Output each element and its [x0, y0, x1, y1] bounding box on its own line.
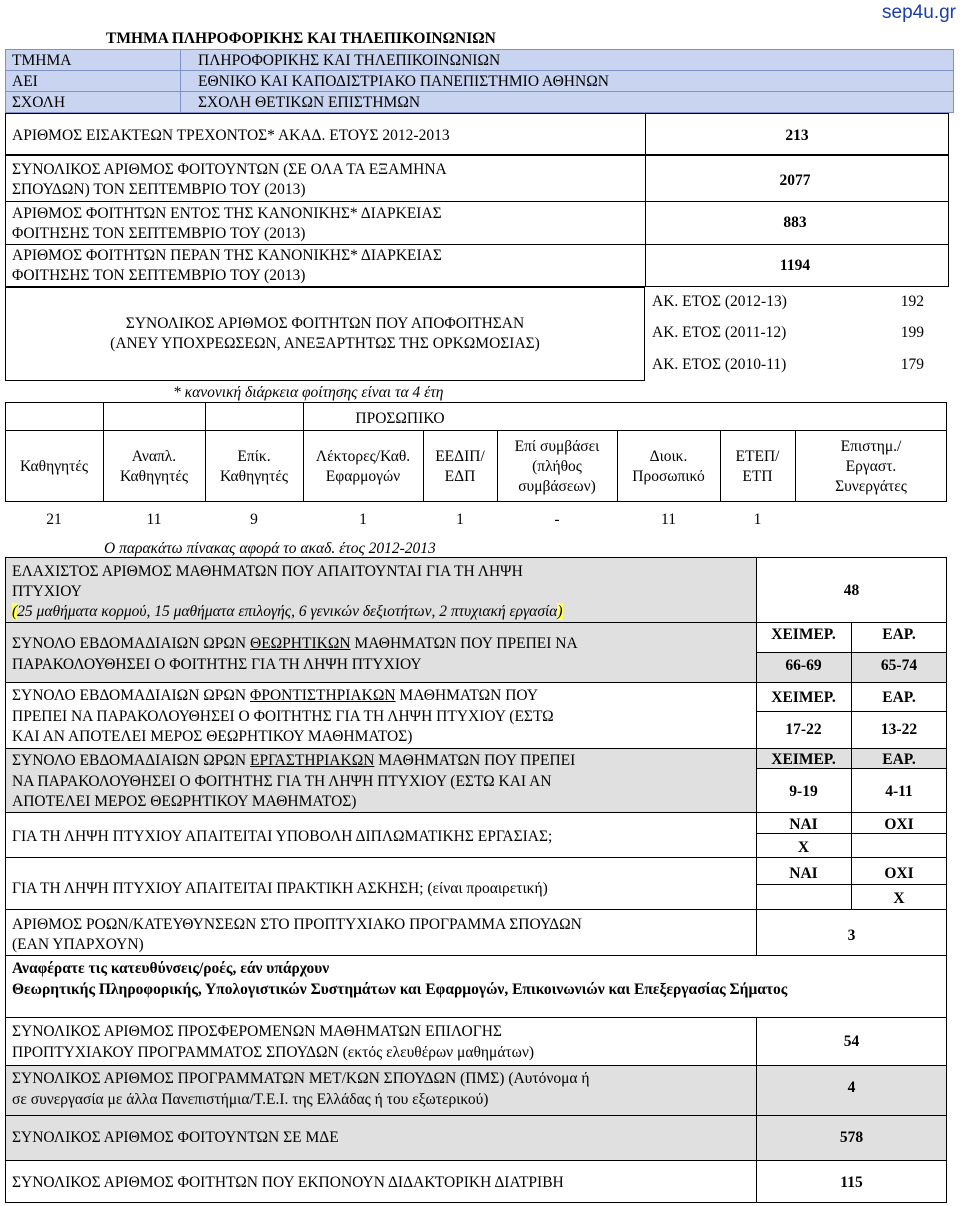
practice-label: ΓΙΑ ΤΗ ΛΗΨΗ ΠΤΥΧΙΟΥ ΑΠΑΙΤΕΙΤΑΙ ΠΡΑΚΤΙΚΗ ΑΣΚΗΣΗ; (είναι προαιρετική)	[12, 880, 548, 897]
tutorial-winter-header: ΧΕΙΜΕΡ.	[771, 689, 836, 706]
pms-label-1: ΣΥΝΟΛΙΚΟΣ ΑΡΙΘΜΟΣ ΠΡΟΓΡΑΜΜΑΤΩΝ ΜΕΤ/ΚΩΝ ΣΠΟΥΔΩΝ (ΠΜΣ) (Αυτόνομα ή	[12, 1070, 590, 1087]
theory-hours-label-1: ΣΥΝΟΛΟ ΕΒΔΟΜΑΔΙΑΙΩΝ ΩΡΩΝ ΘΕΩΡΗΤΙΚΩΝ ΜΑΘΗΜΑΤΩΝ ΠΟΥ ΠΡΕΠΕΙ ΝΑ	[12, 635, 578, 652]
staff-header-collab-1: Επιστημ./	[840, 438, 902, 455]
within-duration-value: 883	[783, 214, 807, 231]
pms-label-2: σε συνεργασία με άλλα Πανεπιστήμια/Τ.Ε.Ι. της Ελλάδας ή του εξωτερικού)	[12, 1091, 489, 1108]
lab-spring-header: ΕΑΡ.	[882, 751, 916, 768]
staff-value-assist: 9	[250, 511, 258, 528]
msc-students-value: 578	[839, 1129, 864, 1146]
theory-hours-label-2: ΠΑΡΑΚΟΛΟΥΘΗΣΕΙ Ο ΦΟΙΤΗΤΗΣ ΓΙΑ ΤΗ ΛΗΨΗ ΠΤΥΧΙΟΥ	[12, 656, 422, 673]
streams-note: Αναφέρατε τις κατευθύνσεις/ροές, εάν υπάρχουν	[12, 960, 330, 977]
electives-label-1: ΣΥΝΟΛΙΚΟΣ ΑΡΙΘΜΟΣ ΠΡΟΣΦΕΡΟΜΕΝΩΝ ΜΑΘΗΜΑΤΩΝ ΕΠΙΛΟΓΗΣ	[12, 1023, 502, 1040]
thesis-label: ΓΙΑ ΤΗ ΛΗΨΗ ΠΤΥΧΙΟΥ ΑΠΑΙΤΕΙΤΑΙ ΥΠΟΒΟΛΗ ΔΙΠΛΩΜΑΤΙΚΗΣ ΕΡΓΑΣΙΑΣ;	[12, 828, 553, 845]
phd-students-label: ΣΥΝΟΛΙΚΟΣ ΑΡΙΘΜΟΣ ΦΟΙΤΗΤΩΝ ΠΟΥ ΕΚΠΟΝΟΥΝ ΔΙΔΑΚΤΟΡΙΚΗ ΔΙΑΤΡΙΒΗ	[12, 1174, 564, 1191]
thesis-yes-mark: Χ	[797, 839, 810, 856]
phd-students-value: 115	[840, 1174, 863, 1191]
graduates-value-3: 179	[900, 356, 924, 373]
admitted-label: ΑΡΙΘΜΟΣ ΕΙΣΑΚΤΕΩΝ ΤΡΕΧΟΝΤΟΣ* ΑΚΑΔ. ΕΤΟΥΣ 2012-2013	[12, 127, 450, 144]
staff-header-eedip-2: ΕΔΠ	[444, 468, 476, 485]
graduates-year-1: ΑΚ. ΕΤΟΣ (2012-13)	[652, 293, 787, 310]
total-students-label-1: ΣΥΝΟΛΙΚΟΣ ΑΡΙΘΜΟΣ ΦΟΙΤΟΥΝΤΩΝ (ΣΕ ΟΛΑ ΤΑ ΕΞΑΜΗΝΑ	[12, 161, 447, 178]
graduates-year-2: ΑΚ. ΕΤΟΣ (2011-12)	[652, 324, 787, 341]
staff-value-professors: 21	[46, 511, 62, 528]
header-value-university: ΕΘΝΙΚΟ ΚΑΙ ΚΑΠΟΔΙΣΤΡΙΑΚΟ ΠΑΝΕΠΙΣΤΗΜΙΟ ΑΘΗΝΩΝ	[198, 73, 609, 90]
theory-winter-header: ΧΕΙΜΕΡ.	[771, 626, 836, 643]
graduates-label-1: ΣΥΝΟΛΙΚΟΣ ΑΡΙΘΜΟΣ ΦΟΙΤΗΤΩΝ ΠΟΥ ΑΠΟΦΟΙΤΗΣΑΝ	[125, 315, 525, 332]
staff-header-assoc-2: Καθηγητές	[119, 468, 189, 485]
admitted-value: 213	[785, 127, 809, 144]
staff-header-admin-2: Προσωπικό	[632, 468, 705, 485]
tutorial-hours-label-3: ΚΑΙ ΑΝ ΑΠΟΤΕΛΕΙ ΜΕΡΟΣ ΘΕΩΡΗΤΙΚΟΥ ΜΑΘΗΜΑΤΟΣ)	[12, 728, 413, 745]
beyond-duration-label-1: ΑΡΙΘΜΟΣ ΦΟΙΤΗΤΩΝ ΠΕΡΑΝ ΤΗΣ ΚΑΝΟΝΙΚΗΣ* ΔΙΑΡΚΕΙΑΣ	[12, 247, 442, 264]
min-courses-value: 48	[843, 582, 860, 599]
site-link[interactable]: sep4u.gr	[882, 2, 956, 23]
tutorial-winter-value: 17-22	[785, 721, 822, 738]
graduates-value-1: 192	[900, 293, 924, 310]
within-duration-label-2: ΦΟΙΤΗΣΗΣ ΤΟΝ ΣΕΠΤΕΜΒΡΙΟ ΤΟΥ (2013)	[12, 225, 306, 242]
electives-label-2: ΠΡΟΠΤΥΧΙΑΚΟΥ ΠΡΟΓΡΑΜΜΑΤΟΣ ΣΠΟΥΔΩΝ (εκτός ελευθέρων μαθημάτων)	[12, 1044, 535, 1061]
staff-header-assoc-1: Αναπλ.	[131, 448, 177, 465]
practice-no-header: ΟΧΙ	[884, 865, 914, 882]
practice-yes-header: ΝΑΙ	[789, 865, 818, 882]
tutorial-hours-label-1: ΣΥΝΟΛΟ ΕΒΔΟΜΑΔΙΑΙΩΝ ΩΡΩΝ ΦΡΟΝΤΙΣΤΗΡΙΑΚΩΝ ΜΑΘΗΜΑΤΩΝ ΠΟΥ	[12, 687, 539, 704]
lab-hours-label-2: ΝΑ ΠΑΡΑΚΟΛΟΥΘΗΣΕΙ Ο ΦΟΙΤΗΤΗΣ ΓΙΑ ΤΗ ΛΗΨΗ ΠΤΥΧΙΟΥ (ΕΣΤΩ ΚΑΙ ΑΝ	[12, 773, 552, 790]
staff-header-eedip-1: ΕΕΔΙΠ/	[435, 448, 485, 465]
min-courses-label-2: ΠΤΥΧΙΟΥ	[12, 583, 82, 600]
electives-value: 54	[843, 1033, 860, 1050]
lab-winter-value: 9-19	[789, 783, 818, 800]
graduates-year-3: ΑΚ. ΕΤΟΣ (2010-11)	[652, 356, 787, 373]
staff-value-etep: 1	[753, 511, 762, 528]
staff-header-etep-1: ΕΤΕΠ/	[735, 448, 780, 465]
tutorial-spring-value: 13-22	[880, 721, 918, 738]
lab-hours-label-3: ΑΠΟΤΕΛΕΙ ΜΕΡΟΣ ΘΕΩΡΗΤΙΚΟΥ ΜΑΘΗΜΑΤΟΣ)	[12, 793, 357, 810]
staff-value-lecturers: 1	[359, 511, 367, 528]
theory-winter-value: 66-69	[785, 657, 822, 674]
tutorial-hours-label-2: ΠΡΕΠΕΙ ΝΑ ΠΑΡΑΚΟΛΟΥΘΗΣΕΙ Ο ΦΟΙΤΗΤΗΣ ΓΙΑ ΤΗ ΛΗΨΗ ΠΤΥΧΙΟΥ (ΕΣΤΩ	[12, 708, 554, 725]
msc-students-label: ΣΥΝΟΛΙΚΟΣ ΑΡΙΘΜΟΣ ΦΟΙΤΟΥΝΤΩΝ ΣΕ ΜΔΕ	[12, 1129, 339, 1146]
staff-header-assist-2: Καθηγητές	[219, 468, 289, 485]
total-students-label-2: ΣΠΟΥΔΩΝ) ΤΟΝ ΣΕΠΤΕΜΒΡΙΟ ΤΟΥ (2013)	[12, 181, 306, 198]
pms-value: 4	[847, 1079, 856, 1096]
streams-value: 3	[847, 927, 856, 944]
lab-winter-header: ΧΕΙΜΕΡ.	[771, 751, 836, 768]
beyond-duration-value: 1194	[779, 257, 811, 274]
header-label-university: ΑΕΙ	[12, 73, 38, 90]
staff-header-contract-1: Επί συμβάσει	[514, 438, 600, 455]
beyond-duration-label-2: ΦΟΙΤΗΣΗΣ ΤΟΝ ΣΕΠΤΕΜΒΡΙΟ ΤΟΥ (2013)	[12, 267, 306, 284]
program-year-note: Ο παρακάτω πίνακας αφορά το ακαδ. έτος 2012-2013	[104, 540, 436, 557]
min-courses-breakdown: (25 μαθήματα κορμού, 15 μαθήματα επιλογής, 6 γενικών δεξιοτήτων, 2 πτυχιακή εργασία)	[12, 603, 563, 620]
streams-list: Θεωρητικής Πληροφορικής, Υπολογιστικών Συστημάτων και Εφαρμογών, Επικοινωνιών και Επεξεργασίας Σήματος	[12, 981, 788, 998]
theory-spring-header: ΕΑΡ.	[882, 626, 916, 643]
staff-header-etep-2: ΕΤΠ	[742, 468, 773, 485]
staff-header-contract-3: συμβάσεων)	[518, 478, 596, 495]
staff-header-professors: Καθηγητές	[19, 458, 89, 475]
staff-value-eedip: 1	[456, 511, 464, 528]
graduates-label-2: (ΑΝΕΥ ΥΠΟΧΡΕΩΣΕΩΝ, ΑΝΕΞΑΡΤΗΤΩΣ ΤΗΣ ΟΡΚΩΜΟΣΙΑΣ)	[110, 335, 540, 352]
streams-label-1: ΑΡΙΘΜΟΣ ΡΟΩΝ/ΚΑΤΕΥΘΥΝΣΕΩΝ ΣΤΟ ΠΡΟΠΤΥΧΙΑΚΟ ΠΡΟΓΡΑΜΜΑ ΣΠΟΥΔΩΝ	[12, 916, 582, 933]
thesis-no-header: ΟΧΙ	[884, 816, 914, 833]
staff-title: ΠΡΟΣΩΠΙΚΟ	[355, 410, 445, 427]
header-label-department: ΤΜΗΜΑ	[12, 52, 72, 69]
theory-spring-value: 65-74	[880, 657, 918, 674]
department-title: ΤΜΗΜΑ ΠΛΗΡΟΦΟΡΙΚΗΣ ΚΑΙ ΤΗΛΕΠΙΚΟΙΝΩΝΙΩΝ	[106, 30, 496, 47]
within-duration-label-1: ΑΡΙΘΜΟΣ ΦΟΙΤΗΤΩΝ ΕΝΤΟΣ ΤΗΣ ΚΑΝΟΝΙΚΗΣ* ΔΙΑΡΚΕΙΑΣ	[12, 205, 442, 222]
header-label-school: ΣΧΟΛΗ	[12, 94, 66, 111]
staff-value-admin: 11	[661, 511, 676, 528]
tutorial-spring-header: ΕΑΡ.	[882, 689, 916, 706]
staff-header-collab-3: Συνεργάτες	[835, 478, 907, 495]
duration-note: * κανονική διάρκεια φοίτησης είναι τα 4 έτη	[173, 384, 444, 401]
staff-header-lecturers-2: Εφαρμογών	[325, 468, 401, 485]
staff-value-contract: -	[554, 511, 560, 528]
staff-header-contract-2: (πλήθος	[532, 458, 582, 475]
min-courses-label-1: ΕΛΑΧΙΣΤΟΣ ΑΡΙΘΜΟΣ ΜΑΘΗΜΑΤΩΝ ΠΟΥ ΑΠΑΙΤΟΥΝΤΑΙ ΓΙΑ ΤΗ ΛΗΨΗ	[12, 563, 523, 580]
header-value-school: ΣΧΟΛΗ ΘΕΤΙΚΩΝ ΕΠΙΣΤΗΜΩΝ	[198, 94, 421, 111]
staff-header-lecturers-1: Λέκτορες/Καθ.	[315, 448, 411, 465]
header-value-department: ΠΛΗΡΟΦΟΡΙΚΗΣ ΚΑΙ ΤΗΛΕΠΙΚΟΙΝΩΝΙΩΝ	[198, 52, 501, 69]
total-students-value: 2077	[779, 172, 811, 189]
staff-header-admin-1: Διοικ.	[649, 448, 688, 465]
staff-header-collab-2: Εργαστ.	[845, 458, 897, 475]
thesis-yes-header: ΝΑΙ	[789, 816, 818, 833]
staff-header-assist-1: Επίκ.	[237, 448, 271, 465]
staff-value-assoc: 11	[146, 511, 162, 528]
lab-hours-label-1: ΣΥΝΟΛΟ ΕΒΔΟΜΑΔΙΑΙΩΝ ΩΡΩΝ ΕΡΓΑΣΤΗΡΙΑΚΩΝ ΜΑΘΗΜΑΤΩΝ ΠΟΥ ΠΡΕΠΕΙ	[12, 752, 576, 769]
streams-label-2: (ΕΑΝ ΥΠΑΡΧΟΥΝ)	[12, 936, 144, 953]
lab-spring-value: 4-11	[885, 783, 913, 800]
practice-no-mark: Χ	[893, 890, 905, 907]
graduates-value-2: 199	[900, 324, 924, 341]
